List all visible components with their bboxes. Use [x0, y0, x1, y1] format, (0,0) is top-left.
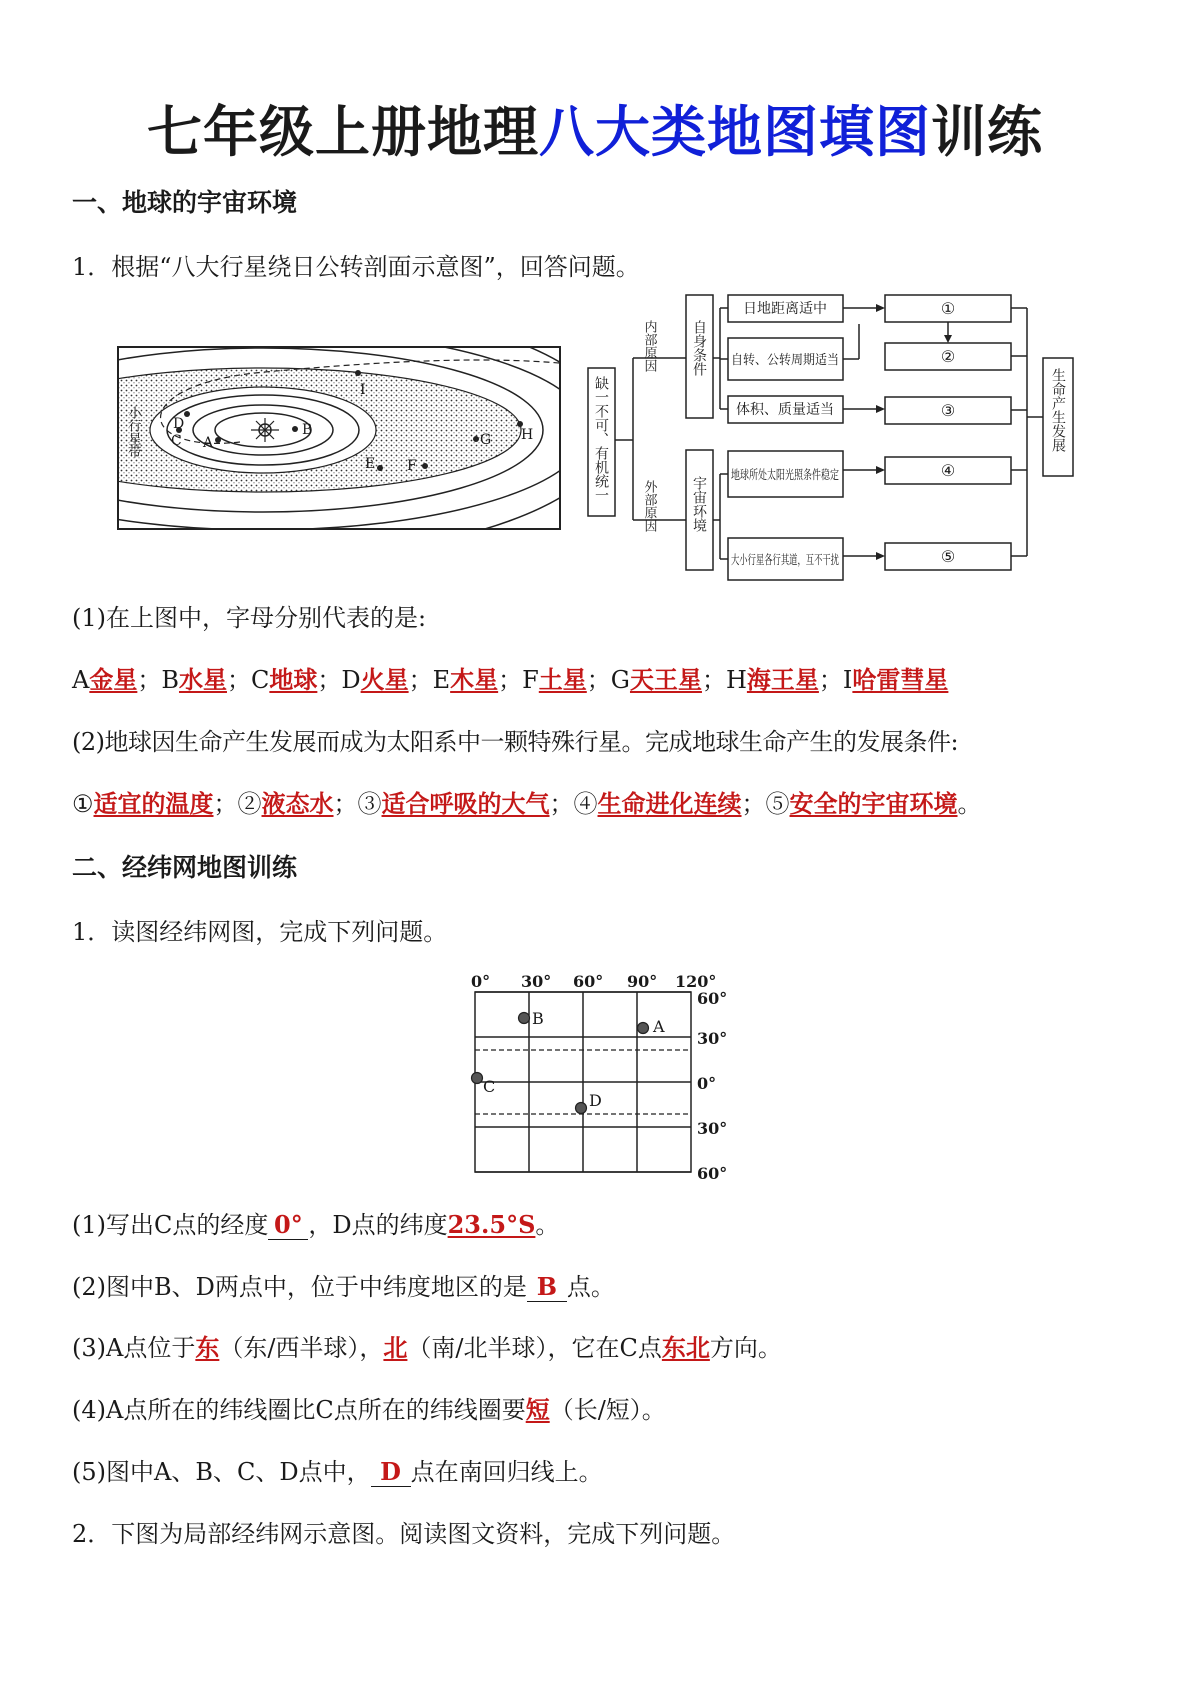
cond-answer-5: 安全的宇宙环境 — [789, 789, 958, 818]
asteroid-belt-label: 小行星带 — [125, 406, 141, 458]
letter-A: A — [72, 666, 90, 694]
lat-label: 60° — [697, 989, 728, 1008]
s2q1-sub3-answer-3: 东北 — [661, 1333, 710, 1362]
letter-C: C — [250, 666, 270, 694]
cond-answer-2: 液态水 — [261, 789, 334, 818]
answer-H: 海王星 — [746, 665, 819, 694]
letter-D: D — [341, 666, 361, 694]
life-conditions-flowchart — [583, 290, 1078, 582]
s2q1-sub3-answer-1: 东 — [195, 1333, 220, 1362]
s2q1-sub1-post: 。 — [535, 1211, 560, 1239]
cond-answer-4: 生命进化连续 — [597, 789, 742, 818]
s2q1-sub3-post: 方向。 — [709, 1334, 782, 1362]
s2q1-sub4-answer: 短 — [525, 1395, 550, 1424]
flow-cosmic-label: 宇宙环境 — [691, 476, 707, 532]
flow-num-2: ② — [940, 347, 956, 366]
cond-answer-1: 适宜的温度 — [93, 789, 214, 818]
s2q1-sub5 — [72, 1452, 603, 1487]
lon-label: 120° — [675, 972, 717, 991]
point-A — [638, 1023, 649, 1034]
orbit-label-F: F — [407, 458, 417, 474]
point-B — [519, 1013, 530, 1024]
section2-q1-stem: 1．读图经纬网图，完成下列问题。 — [72, 918, 448, 946]
s2q1-sub4 — [72, 1390, 666, 1425]
section1-heading: 一、地球的宇宙环境 — [72, 188, 298, 217]
lon-label: 0° — [471, 972, 491, 991]
cond-num-5: ⑤ — [765, 790, 790, 818]
graticule-diagram — [460, 967, 730, 1183]
answer-A: 金星 — [89, 665, 138, 694]
flow-outer-label: 外部原因 — [641, 480, 657, 532]
flow-self-label: 自身条件 — [691, 320, 707, 376]
orbit-label-G: G — [480, 432, 492, 448]
lon-label: 90° — [627, 972, 658, 991]
page-title — [0, 88, 1190, 167]
s2q1-sub2-post: 点。 — [566, 1273, 615, 1301]
flow-condition-5: 大小行星各行其道，互不干扰 — [731, 552, 840, 567]
answer-F: 土星 — [538, 665, 587, 694]
lon-label: 30° — [521, 972, 552, 991]
point-label-C: C — [483, 1077, 496, 1096]
orbit-label-E: E — [365, 456, 376, 472]
answer-I: 哈雷彗星 — [852, 665, 949, 694]
s2q1-sub5-post: 点在南回归线上。 — [410, 1458, 603, 1486]
flow-condition-1: 日地距离适中 — [743, 301, 827, 317]
s2q1-sub1-answer-2: 23.5°S — [447, 1210, 536, 1239]
cond-num-2: ② — [237, 790, 262, 818]
cond-num-1: ① — [72, 790, 94, 818]
s2q1-sub2-answer: B — [527, 1273, 567, 1302]
s2q1-sub1 — [72, 1205, 559, 1240]
s2q1-sub3 — [72, 1328, 782, 1363]
lat-label: 30° — [697, 1029, 728, 1048]
flow-num-1: ① — [940, 299, 956, 318]
s2q1-sub3-mid1: （东/西半球）， — [219, 1334, 384, 1362]
orbit-label-B: B — [302, 422, 313, 438]
s2q1-sub1-answer-1: 0° — [268, 1211, 308, 1240]
flow-left-label: 缺一不可、有机统一 — [593, 376, 609, 502]
s2q1-sub4-post: （长/短）。 — [549, 1396, 666, 1424]
lat-label: 60° — [697, 1164, 728, 1183]
title-part-2: 八大类地图填图 — [538, 99, 931, 164]
answer-E: 木星 — [450, 665, 499, 694]
title-part-3: 训练 — [931, 99, 1044, 164]
section1-letters-line: A金星；B水星；C地球；D火星；E木星；F土星；G天王星；H海王星；I哈雷彗星 — [72, 665, 949, 694]
cond-num-4: ④ — [573, 790, 598, 818]
section1-sub2: (2)地球因生命产生发展而成为太阳系中一颗特殊行星。完成地球生命产生的发展条件: — [72, 728, 959, 756]
s2q1-sub1-mid: ，D点的纬度 — [308, 1211, 448, 1239]
lat-label: 0° — [697, 1074, 717, 1093]
flow-num-4: ④ — [940, 461, 956, 480]
flow-num-5: ⑤ — [940, 547, 956, 566]
point-label-A: A — [653, 1017, 665, 1036]
letter-H: H — [725, 666, 747, 694]
flow-condition-3: 体积、质量适当 — [736, 402, 834, 418]
letter-E: E — [432, 666, 451, 694]
section1-q1-stem: 1．根据“八大行星绕日公转剖面示意图”，回答问题。 — [72, 253, 640, 281]
s2q1-sub3-pre: (3)A点位于 — [72, 1334, 196, 1362]
cond-answer-3: 适合呼吸的大气 — [381, 789, 550, 818]
orbit-label-A: A — [203, 435, 214, 451]
cond-num-3: ③ — [357, 790, 382, 818]
s2q1-sub2 — [72, 1267, 615, 1302]
answer-D: 火星 — [360, 665, 409, 694]
section1-sub1: (1)在上图中，字母分别代表的是: — [72, 604, 427, 632]
s2q1-sub2-pre: (2)图中B、D两点中，位于中纬度地区的是 — [72, 1273, 527, 1301]
s2q1-sub5-answer: D — [371, 1458, 411, 1487]
orbit-label-H: H — [521, 427, 534, 443]
flow-right-label: 生命产生发展 — [1050, 368, 1066, 452]
flow-condition-4: 地球所处太阳光照条件稳定 — [731, 467, 840, 482]
lon-label: 60° — [573, 972, 604, 991]
answer-G: 天王星 — [629, 665, 702, 694]
title-part-1: 七年级上册地理 — [146, 99, 539, 164]
letter-B: B — [161, 666, 179, 694]
orbit-diagram — [115, 344, 563, 532]
point-D — [576, 1103, 587, 1114]
answer-B: 水星 — [178, 665, 227, 694]
point-C — [472, 1073, 483, 1084]
section1-conditions-line: ①适宜的温度；②液态水；③适合呼吸的大气；④生命进化连续；⑤安全的宇宙环境。 — [72, 789, 982, 818]
s2q1-sub3-answer-2: 北 — [383, 1333, 408, 1362]
flow-condition-2: 自转、公转周期适当 — [731, 353, 849, 368]
point-label-D: D — [589, 1091, 602, 1110]
orbit-label-D: D — [173, 416, 185, 432]
letter-I: I — [842, 666, 853, 694]
s2q1-sub4-pre: (4)A点所在的纬线圈比C点所在的纬线圈要 — [72, 1396, 526, 1424]
answer-C: 地球 — [269, 665, 318, 694]
section2-heading: 二、经纬网地图训练 — [72, 853, 298, 882]
flow-num-3: ③ — [940, 401, 956, 420]
section2-q2-stem: 2．下图为局部经纬网示意图。阅读图文资料，完成下列问题。 — [72, 1520, 736, 1548]
point-label-B: B — [532, 1009, 544, 1028]
orbit-label-I: I — [360, 382, 366, 398]
flow-inner-label: 内部原因 — [641, 320, 657, 372]
s2q1-sub1-pre: (1)写出C点的经度 — [72, 1211, 269, 1239]
s2q1-sub5-pre: (5)图中A、B、C、D点中， — [72, 1458, 371, 1486]
letter-F: F — [522, 666, 539, 694]
s2q1-sub3-mid2: （南/北半球），它在C点 — [407, 1334, 662, 1362]
letter-G: G — [610, 666, 630, 694]
orbit-label-C: C — [171, 433, 182, 449]
lat-label: 30° — [697, 1119, 728, 1138]
